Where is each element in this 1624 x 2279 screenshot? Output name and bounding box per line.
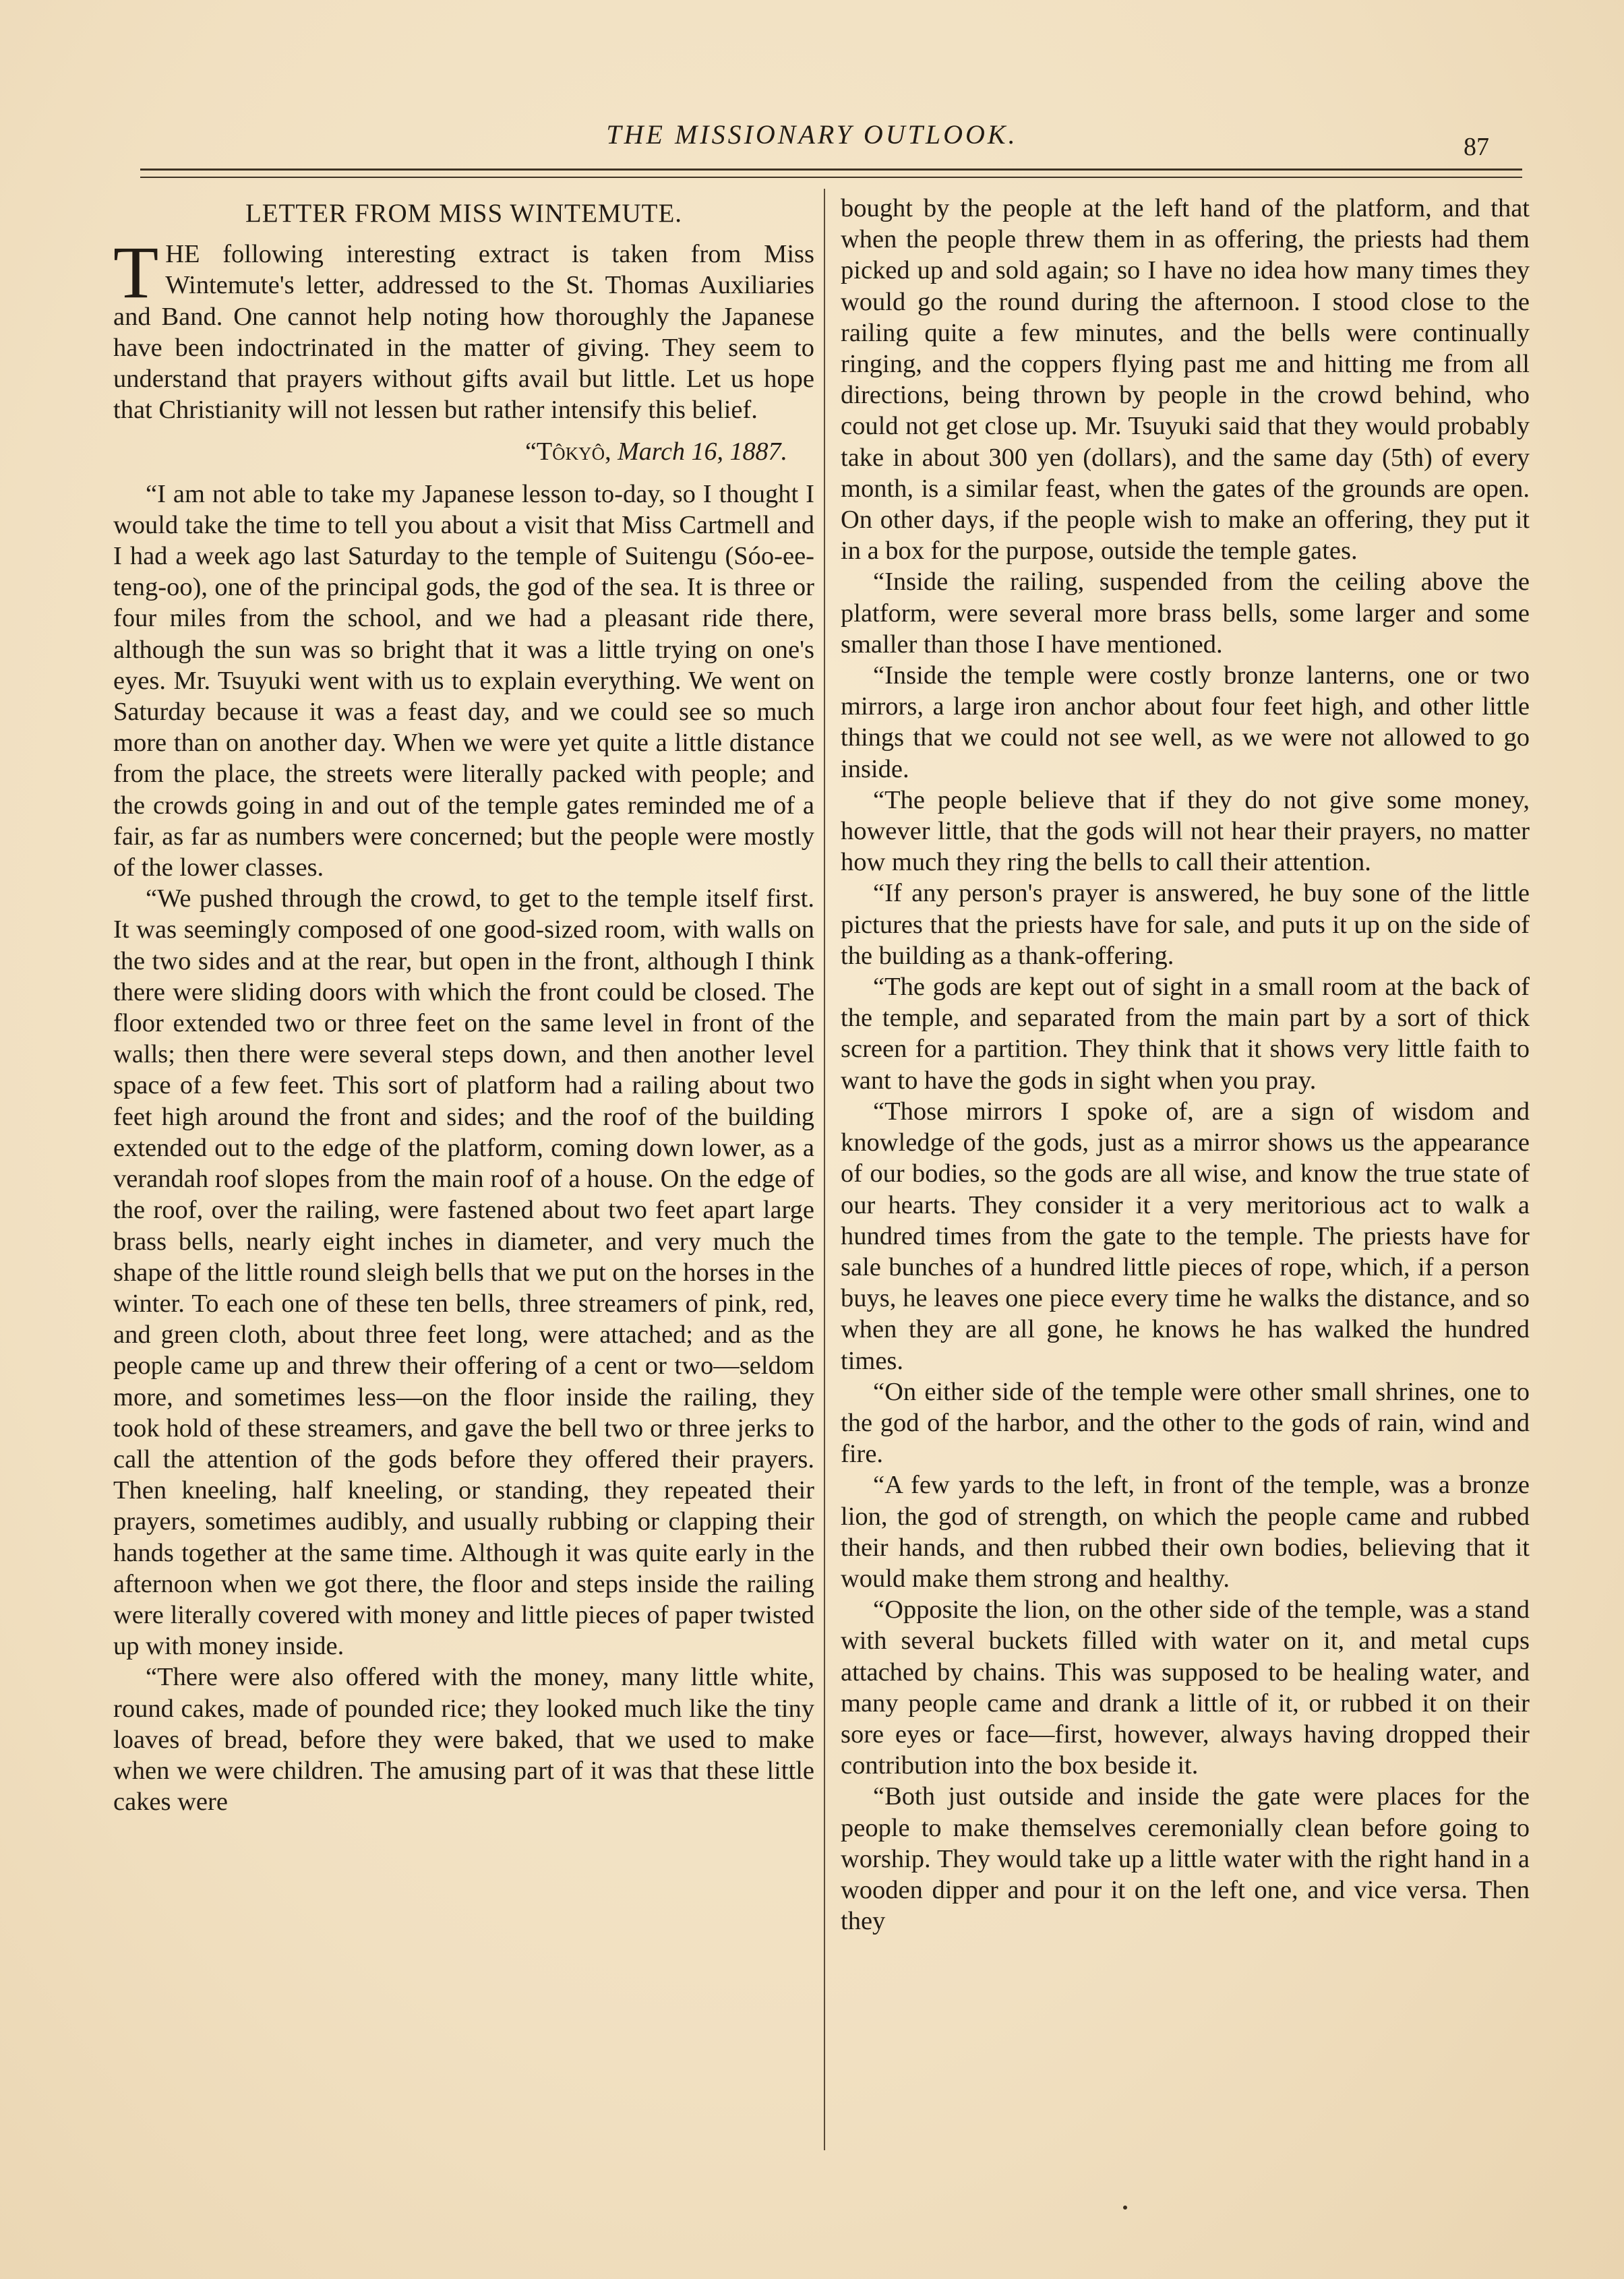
left-column	[113, 193, 814, 1817]
body-paragraph: “Opposite the lion, on the other side of the temple, was a stand with several buckets filled with water on it, and metal cups attached by chains. This was supposed to be healing water, and many people came and drank a little of it, or rubbed it on their sore eyes or face—first, however, always having dropped their contribution into the box beside it.	[841, 1596, 1530, 1780]
body-paragraph: “A few yards to the left, in front of the temple, was a bronze lion, the god of strength, on which the people came and rubbed their hands, and then rubbed their own bodies, believing that it would make them strong and healthy.	[841, 1471, 1530, 1593]
body-paragraph: “On either side of the temple were other small shrines, one to the god of the harbor, and the other to the gods of rain, wind and fire.	[841, 1377, 1530, 1469]
body-paragraph: “I am not able to take my Japanese lesson to-day, so I thought I would take the time to tell you about a visit that Miss Cartmell and I had a week ago last Saturday to the temple of Suitengu (Sóo-ee-teng-oo), one of the principal gods, the god of the sea. It is three or four miles from the school, and we had a pleasant ride there, although the sun was so bright that it was a little trying on one's eyes. Mr. Tsuyuki went with us to explain everything. We went on Saturday because it was a feast day, and we could see so much more than on another day. When we were yet quite a little distance from the place, the streets were literally packed with people; and the crowds going in and out of the temple gates reminded me of a fair, as far as numbers were concerned; but the people were mostly of the lower classes.	[113, 479, 814, 882]
body-paragraph: “Inside the temple were costly bronze lanterns, one or two mirrors, a large iron anchor about four feet high, and other little things that we could not see well, as we were not allowed to go inside.	[841, 661, 1530, 783]
page-number: 87	[1464, 133, 1489, 161]
drop-cap: T	[113, 231, 159, 314]
continued-paragraph: bought by the people at the left hand of the platform, and that when the people threw them in as offering, the priests had them picked up and sold again; so I have no idea how many times they would go the round during the afternoon. I stood close to the railing quite a few minutes, and the bells were continually ringing, and the coppers flying past me and hitting me from all directions, being thrown by people in the crowd behind, who could not get close up. Mr. Tsuyuki said that they would probably take in about 300 yen (dollars), and the same day (5th) of every month, is a similar feast, when the gates of the grounds are open. On other days, if the people wish to make an offering, they put it in a box for the purpose, outside the temple gates.	[841, 194, 1530, 566]
body-paragraph: “Both just outside and inside the gate were places for the people to make themselves ceremonially clean before going to worship. They would take up a little water with the right hand in a wooden dipper and pour it on the left one, and vice versa. Then they	[841, 1782, 1530, 1936]
body-paragraph: “Those mirrors I spoke of, are a sign of wisdom and knowledge of the gods, just as a mirror shows us the appearance of our bodies, so the gods are all wise, and know the true state of our hearts. They consider it a very meritorious act to walk a hundred times from the gate to the temple. The priests have for sale bunches of a hundred little pieces of rope, which, if a person buys, he leaves one piece every time he walks the distance, and so when they are all gone, he knows he has walked the hundred times.	[841, 1097, 1530, 1375]
dateline-place: Tôkyô,	[536, 437, 611, 466]
body-paragraph: “The gods are kept out of sight in a small room at the back of the temple, and separated from the main part by a sort of thick screen for a partition. They think that it shows very little faith to want to have the gods in sight when you pray.	[841, 973, 1530, 1095]
ink-speck	[1123, 2206, 1127, 2210]
intro-text: HE following interesting extract is taken from Miss Wintemute's letter, addressed to the St. Thomas Auxiliaries and Band. One cannot help noting how thoroughly the Japanese have been indoctrinated in the matter of giving. They seem to understand that prayers without gifts avail but little. Let us hope that Christianity will not lessen but rather intensify this belief.	[113, 240, 814, 425]
body-paragraph: “There were also offered with the money, many little white, round cakes, made of pounded rice; they looked much like the tiny loaves of bread, before they were baked, that we used to make when we were children. The amusing part of it was that these little cakes were	[113, 1663, 814, 1817]
article-title: LETTER FROM MISS WINTEMUTE.	[245, 199, 683, 228]
body-paragraph: “Inside the railing, suspended from the ceiling above the platform, were several more brass bells, some larger and some smaller than those I have mentioned.	[841, 568, 1530, 659]
body-paragraph: “We pushed through the crowd, to get to the temple itself first. It was seemingly composed of one good-sized room, with walls on the two sides and at the rear, but open in the front, although I think there were sliding doors with which the front could be closed. The floor extended two or three feet on the same level in front of the walls; then there were several steps down, and then another level space of a few feet. This sort of platform had a railing about two feet high around the front and sides; and the roof of the building extended out to the edge of the platform, coming down lower, as a verandah roof slopes from the main roof of a house. On the edge of the roof, over the railing, were fastened about two feet apart large brass bells, nearly eight inches in diameter, and very much the shape of the little round sleigh bells that we put on the horses in the winter. To each one of these ten bells, three streamers of pink, red, and green cloth, about three feet long, were attached; and as the people came up and threw their offering of a cent or two—seldom more, and sometimes less—on the floor inside the railing, they took hold of these streamers, and gave the bell two or three jerks to call the attention of the gods before they offered their prayers. Then kneeling, half kneeling, or standing, they repeated their prayers, sometimes audibly, and usually rubbing or clapping their hands together at the same time. Although it was quite early in the afternoon when we got there, the floor and steps inside the railing were literally covered with money and little pieces of paper twisted up with money inside.	[113, 884, 814, 1661]
column-divider	[824, 189, 825, 2150]
right-column	[841, 193, 1530, 1937]
header-rule	[140, 169, 1522, 171]
dateline-date: March 16, 1887.	[618, 437, 787, 466]
intro-paragraph	[113, 231, 814, 425]
header-rule-thin	[140, 177, 1522, 178]
running-title: THE MISSIONARY OUTLOOK.	[606, 119, 1018, 150]
body-paragraph: “If any person's prayer is answered, he buy sone of the little pictures that the priests have for sale, and puts it up on the side of the building as a thank-offering.	[841, 879, 1530, 970]
dateline: “Tôkyô, March 16, 1887.	[525, 437, 787, 466]
body-paragraph: “The people believe that if they do not give some money, however little, that the gods will not hear their prayers, no matter how much they ring the bells to call their attention.	[841, 785, 1530, 877]
